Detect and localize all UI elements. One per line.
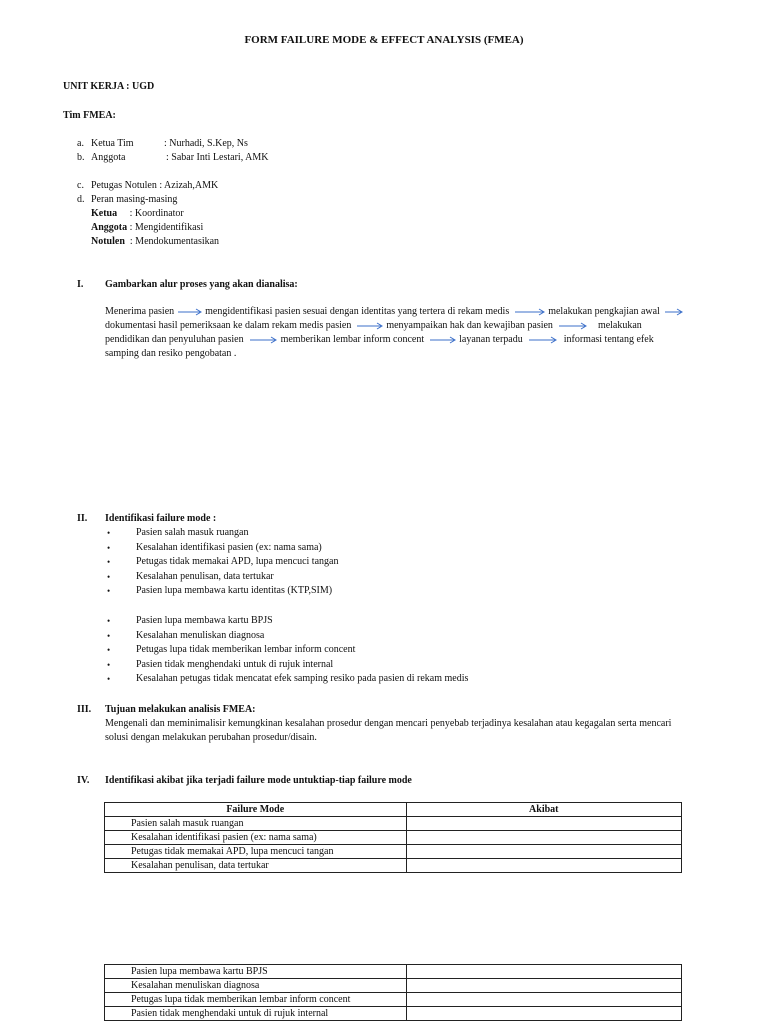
arrow-right-icon: [177, 308, 203, 316]
section-3-text-line-1: Mengenali dan meminimalisir kemungkinan kesalahan prosedur dengan mencari penyebab terjadinya kesalahan atau kegagalan serta mencari: [105, 718, 672, 729]
role-desc: : Koordinator: [117, 208, 184, 219]
bullet-icon: •: [107, 659, 111, 670]
list-item: [107, 584, 338, 599]
list-item: [107, 629, 468, 644]
failure-mode-text: Pasien tidak menghendaki untuk di rujuk internal: [136, 658, 334, 670]
failure-mode-cell: Pasien tidak menghendaki untuk di rujuk internal: [105, 1007, 407, 1021]
section-4-number: IV.: [77, 775, 90, 786]
table-row: [105, 845, 682, 859]
flow-step: pendidikan dan penyuluhan pasien: [105, 334, 244, 345]
column-header-akibat: Akibat: [406, 803, 681, 817]
akibat-cell: [406, 845, 681, 859]
role-desc: : Mengidentifikasi: [127, 222, 204, 233]
team-marker-b: b.: [77, 152, 85, 163]
section-3-number: III.: [77, 704, 92, 715]
table-row: [105, 965, 682, 979]
role-name: Ketua: [91, 208, 118, 219]
failure-mode-text: Kesalahan penulisan, data tertukar: [136, 570, 274, 582]
arrow-right-icon: [525, 336, 559, 344]
table-row: [105, 1007, 682, 1021]
team-roles-heading: Peran masing-masing: [91, 194, 178, 205]
failure-mode-text: Pasien lupa membawa kartu BPJS: [136, 615, 273, 626]
failure-mode-text: Pasien lupa membawa kartu identitas (KTP,SIM): [136, 585, 333, 597]
table-row: [105, 817, 682, 831]
arrow-right-icon: [427, 336, 457, 344]
section-3-text-line-2: solusi dengan melakukan perubahan prosedur/disain.: [105, 732, 317, 743]
section-1-heading: Gambarkan alur proses yang akan dianalisa:: [105, 279, 298, 290]
section-1-number: I.: [77, 279, 84, 290]
bullet-icon: •: [107, 616, 111, 626]
list-item: [107, 555, 338, 570]
bullet-icon: •: [107, 645, 111, 656]
list-item: [107, 658, 468, 673]
list-item: [107, 526, 338, 541]
failure-mode-text: Petugas tidak memakai APD, lupa mencuci tangan: [136, 556, 339, 568]
failure-mode-cell: Kesalahan menuliskan diagnosa: [105, 979, 407, 993]
akibat-cell: [406, 831, 681, 845]
role-name: Notulen: [91, 236, 125, 247]
flow-line-4: [105, 347, 236, 361]
table-header-row: [105, 803, 682, 817]
failure-mode-cell: Pasien salah masuk ruangan: [105, 817, 407, 831]
section-3-heading: Tujuan melakukan analisis FMEA:: [105, 704, 256, 715]
bullet-icon: •: [107, 586, 111, 597]
team-marker-c: c.: [77, 180, 84, 191]
failure-effect-table-2: [104, 964, 682, 1021]
section-2-number: II.: [77, 513, 88, 524]
team-value-anggota: : Sabar Inti Lestari, AMK: [166, 152, 269, 163]
column-header-failure-mode: Failure Mode: [105, 803, 407, 817]
role-anggota: [91, 221, 203, 235]
section-2-heading: Identifikasi failure mode :: [105, 513, 217, 524]
flow-step: memberikan lembar inform concent: [280, 334, 425, 345]
flow-step: melakukan pengkajian awal: [548, 306, 660, 317]
flow-step: menyampaikan hak dan kewajiban pasien: [386, 320, 553, 331]
section-4-heading: Identifikasi akibat jika terjadi failure mode untuktiap-tiap failure mode: [105, 775, 412, 786]
flow-step: informasi tentang efek: [563, 334, 654, 345]
arrow-right-icon: [555, 322, 589, 330]
team-value-ketua: : Nurhadi, S.Kep, Ns: [164, 138, 248, 149]
arrow-right-icon: [512, 308, 546, 316]
flow-step: samping dan resiko pengobatan .: [105, 348, 237, 359]
bullet-icon: •: [107, 542, 111, 553]
failure-mode-text: Kesalahan menuliskan diagnosa: [136, 629, 265, 641]
team-marker-d: d.: [77, 194, 85, 205]
role-desc: : Mendokumentasikan: [124, 236, 220, 247]
table-row: [105, 831, 682, 845]
failure-mode-list-2: [107, 614, 468, 687]
failure-mode-cell: Kesalahan identifikasi pasien (ex: nama sama): [105, 831, 407, 845]
flow-line-1: [105, 305, 684, 319]
failure-effect-table-1: [104, 802, 682, 873]
akibat-cell: [406, 817, 681, 831]
flow-step: dokumentasi hasil pemeriksaan ke dalam rekam medis pasien: [105, 320, 352, 331]
team-label-anggota: Anggota: [91, 152, 126, 163]
failure-mode-text: Kesalahan identifikasi pasien (ex: nama sama): [136, 541, 322, 553]
failure-mode-text: Pasien salah masuk ruangan: [136, 527, 249, 538]
flow-step: mengidentifikasi pasien sesuai dengan identitas yang tertera di rekam medis: [205, 306, 510, 317]
akibat-cell: [406, 979, 681, 993]
akibat-cell: [406, 993, 681, 1007]
team-label-ketua: Ketua Tim: [91, 138, 134, 149]
team-marker-a: a.: [77, 138, 84, 149]
unit-kerja: UNIT KERJA : UGD: [63, 81, 155, 92]
akibat-cell: [406, 859, 681, 873]
failure-mode-cell: Pasien lupa membawa kartu BPJS: [105, 965, 407, 979]
table-row: [105, 859, 682, 873]
document-title: FORM FAILURE MODE & EFFECT ANALYSIS (FMEA): [244, 34, 524, 46]
table-row: [105, 979, 682, 993]
arrow-right-icon: [354, 322, 384, 330]
failure-mode-cell: Petugas lupa tidak memberikan lembar inform concent: [105, 993, 407, 1007]
akibat-cell: [406, 965, 681, 979]
team-notulen: Petugas Notulen : Azizah,AMK: [91, 180, 219, 191]
role-name: Anggota: [91, 222, 128, 233]
flow-step: melakukan: [597, 320, 642, 331]
akibat-cell: [406, 1007, 681, 1021]
flow-line-3: [105, 333, 654, 347]
role-notulen: [91, 235, 219, 249]
arrow-right-icon: [662, 308, 684, 316]
failure-mode-text: Petugas lupa tidak memberikan lembar inform concent: [136, 644, 356, 656]
failure-mode-text: Kesalahan petugas tidak mencatat efek samping resiko pada pasien di rekam medis: [136, 673, 469, 685]
failure-mode-list-1: [107, 526, 338, 599]
failure-mode-cell: Petugas tidak memakai APD, lupa mencuci tangan: [105, 845, 407, 859]
role-ketua: [91, 207, 184, 221]
flow-step: Menerima pasien: [105, 306, 175, 317]
arrow-right-icon: [246, 336, 278, 344]
list-item: [107, 672, 468, 687]
list-item: [107, 541, 338, 556]
bullet-icon: •: [107, 528, 111, 538]
list-item: [107, 614, 468, 629]
bullet-icon: •: [107, 557, 111, 568]
bullet-icon: •: [107, 571, 111, 582]
flow-line-2: [105, 319, 642, 333]
list-item: [107, 570, 338, 585]
failure-mode-cell: Kesalahan penulisan, data tertukar: [105, 859, 407, 873]
flow-step: layanan terpadu: [459, 334, 523, 345]
table-row: [105, 993, 682, 1007]
bullet-icon: •: [107, 630, 111, 641]
list-item: [107, 643, 468, 658]
bullet-icon: •: [107, 674, 111, 685]
tim-heading: Tim FMEA:: [63, 110, 116, 121]
